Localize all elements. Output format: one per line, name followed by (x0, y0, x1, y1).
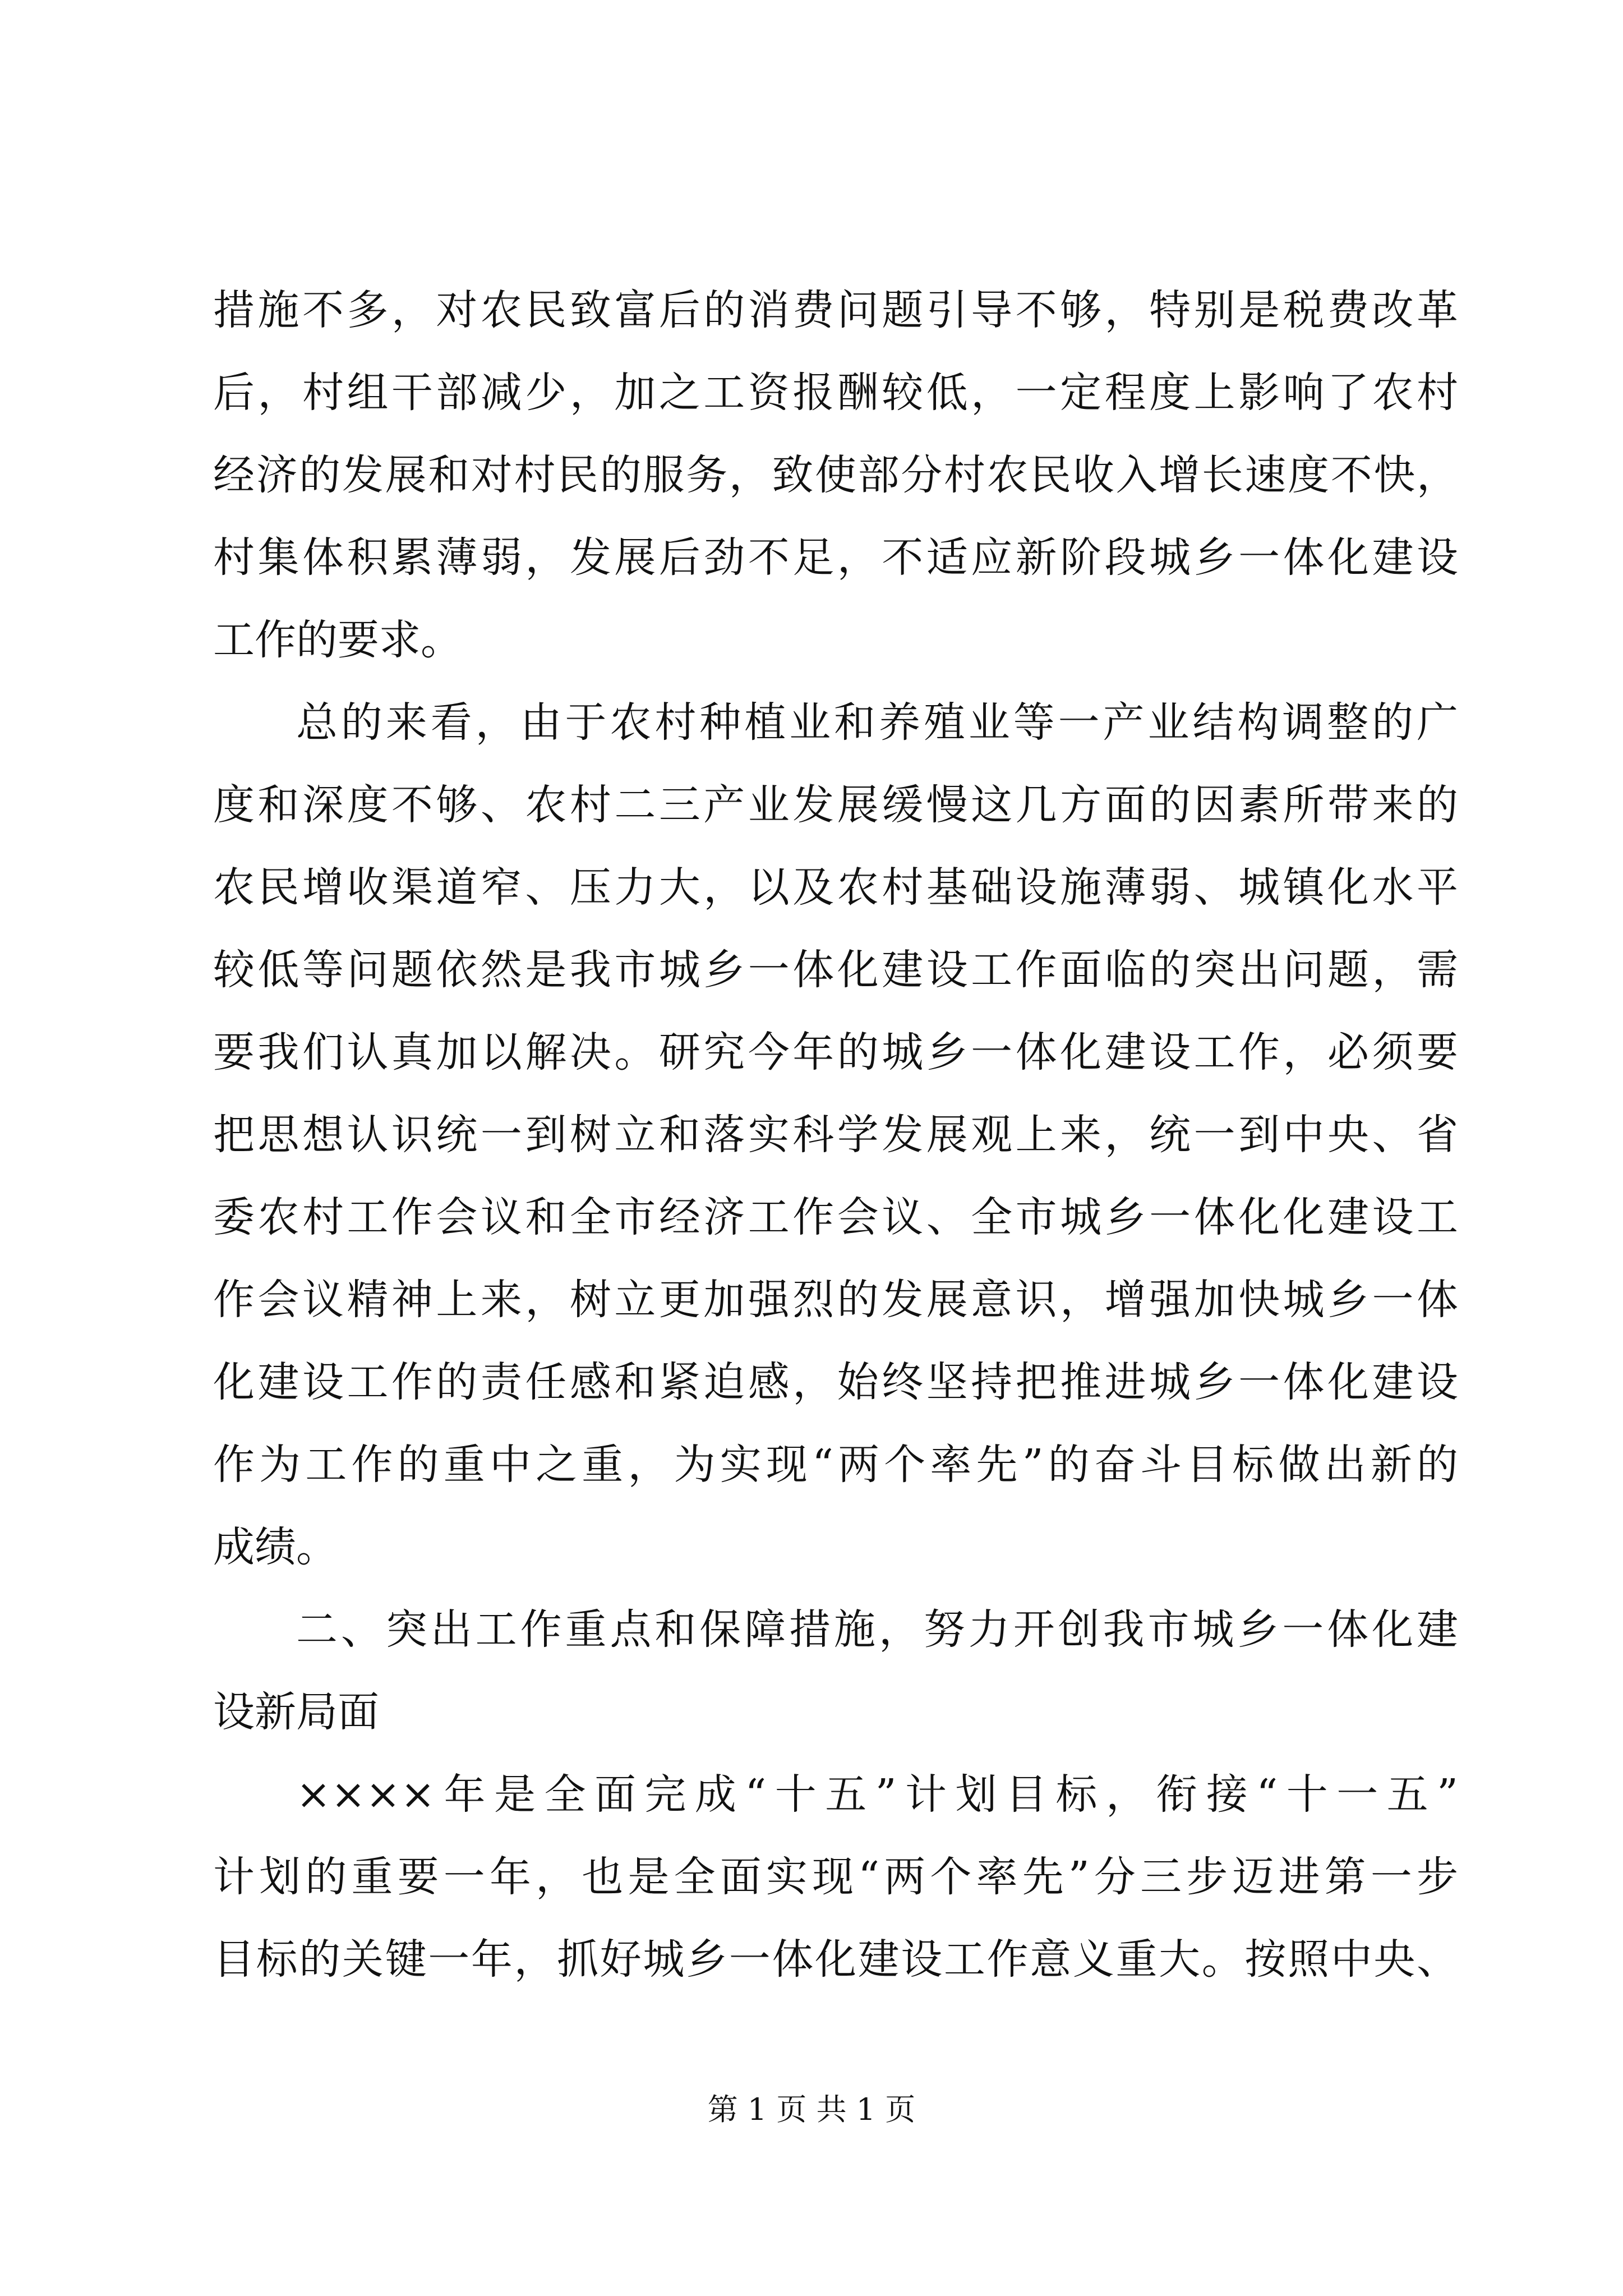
paragraph-line: ××××年是全面完成“十五”计划目标，衔接“十一五” (296, 1770, 1458, 1819)
paragraph-line: 度和深度不够、农村二三产业发展缓慢这几方面的因素所带来的 (213, 781, 1458, 829)
paragraph-line: 把思想认识统一到树立和落实科学发展观上来，统一到中央、省 (213, 1111, 1458, 1159)
paragraph-line: 要我们认真加以解决。研究今年的城乡一体化建设工作，必须要 (213, 1028, 1458, 1076)
paragraph-line: 计划的重要一年，也是全面实现“两个率先”分三步迈进第一步 (213, 1853, 1458, 1901)
paragraph-line: 措施不多，对农民致富后的消费问题引导不够，特别是税费改革 (213, 286, 1458, 334)
paragraph-line: 设新局面 (213, 1688, 379, 1736)
page-footer: 第 1 页 共 1 页 (707, 2092, 916, 2127)
paragraph-line: 二、突出工作重点和保障措施，努力开创我市城乡一体化建 (296, 1605, 1458, 1654)
paragraph-line: 委农村工作会议和全市经济工作会议、全市城乡一体化化建设工 (213, 1193, 1458, 1241)
paragraph-line: 总的来看，由于农村种植业和养殖业等一产业结构调整的广 (296, 698, 1458, 747)
paragraph-line: 目标的关键一年，抓好城乡一体化建设工作意义重大。按照中央、 (213, 1935, 1458, 1984)
paragraph-line: 化建设工作的责任感和紧迫感，始终坚持把推进城乡一体化建设 (213, 1358, 1458, 1406)
paragraph-line: 作会议精神上来，树立更加强烈的发展意识，增强加快城乡一体 (213, 1276, 1458, 1324)
paragraph-line: 较低等问题依然是我市城乡一体化建设工作面临的突出问题，需 (213, 946, 1458, 994)
document-body (213, 269, 1458, 2001)
paragraph-line: 作为工作的重中之重，为实现“两个率先”的奋斗目标做出新的 (213, 1441, 1458, 1489)
paragraph-line: 成绩。 (213, 1523, 338, 1571)
paragraph-line: 农民增收渠道窄、压力大，以及农村基础设施薄弱、城镇化水平 (213, 863, 1458, 912)
paragraph-line: 工作的要求。 (213, 616, 462, 664)
paragraph-line: 后，村组干部减少，加之工资报酬较低，一定程度上影响了农村 (213, 369, 1458, 417)
paragraph-line: 经济的发展和对村民的服务，致使部分村农民收入增长速度不快， (213, 451, 1458, 499)
paragraph-line: 村集体积累薄弱，发展后劲不足，不适应新阶段城乡一体化建设 (213, 533, 1458, 582)
